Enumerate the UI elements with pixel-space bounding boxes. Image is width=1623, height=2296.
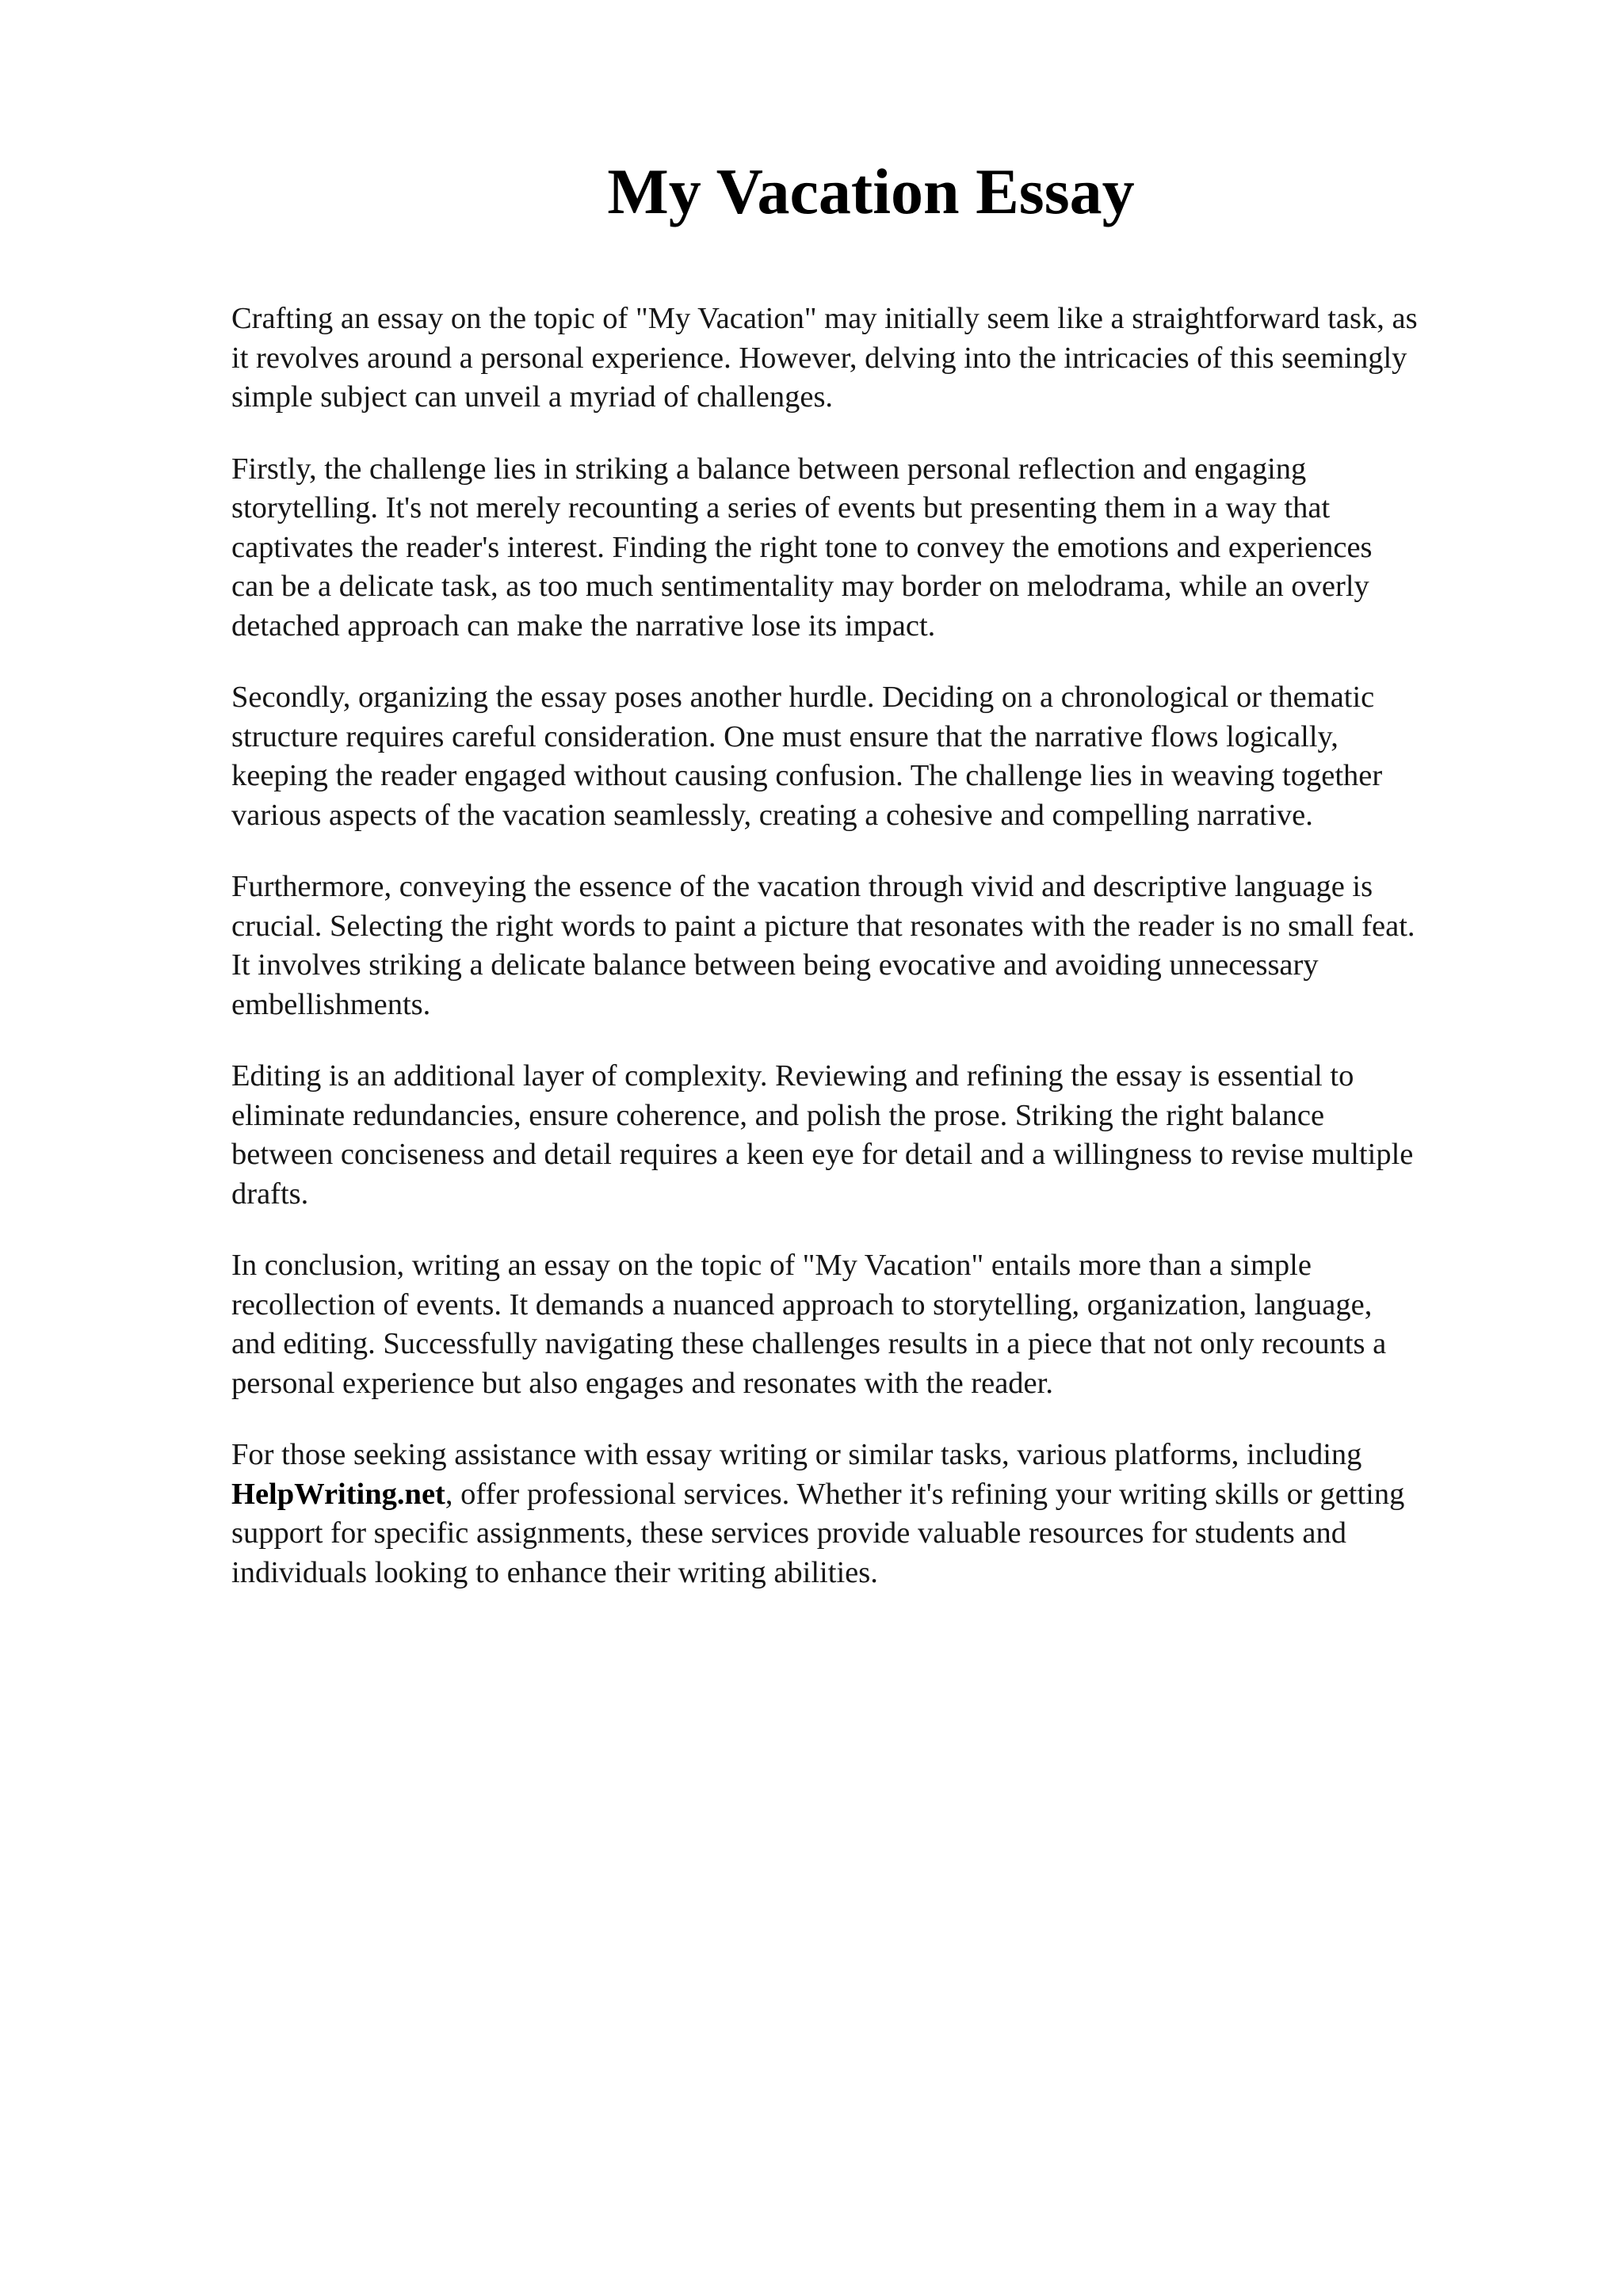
text-line xyxy=(231,1475,1515,1515)
text-line: support for specific assignments, these services provide valuable resources for students and xyxy=(231,1516,1346,1550)
text-line: Editing is an additional layer of complexity. Reviewing and refining the essay is essential to xyxy=(231,1059,1354,1093)
text-line: drafts. xyxy=(231,1177,309,1211)
text-line: Secondly, organizing the essay poses another hurdle. Deciding on a chronological or thematic xyxy=(231,681,1375,714)
paragraph-furthermore xyxy=(231,868,1515,1024)
text-line: captivates the reader's interest. Finding the right tone to convey the emotions and experiences xyxy=(231,530,1373,564)
text-line: eliminate redundancies, ensure coherence, and polish the prose. Striking the right balance xyxy=(231,1098,1325,1132)
text-line: personal experience but also engages and resonates with the reader. xyxy=(231,1366,1053,1400)
text-line: and editing. Successfully navigating these challenges results in a piece that not only recounts a xyxy=(231,1327,1387,1360)
paragraph-firstly xyxy=(231,450,1515,646)
text-line: can be a delicate task, as too much sentimentality may border on melodrama, while an overly xyxy=(231,570,1369,603)
text-line: For those seeking assistance with essay writing or similar tasks, various platforms, including xyxy=(231,1438,1362,1471)
essay-body xyxy=(231,299,1515,1625)
text-line: various aspects of the vacation seamlessly, creating a cohesive and compelling narrative. xyxy=(231,798,1313,832)
text-line: Firstly, the challenge lies in striking a balance between personal reflection and engaging xyxy=(231,452,1307,486)
page-title: My Vacation Essay xyxy=(607,155,1135,227)
text-line: between conciseness and detail requires a keen eye for detail and a willingness to revise multiple xyxy=(231,1138,1414,1171)
text-line: individuals looking to enhance their writing abilities. xyxy=(231,1555,878,1589)
paragraph-conclusion xyxy=(231,1246,1515,1403)
text-line: It involves striking a delicate balance between being evocative and avoiding unnecessary xyxy=(231,948,1319,982)
paragraph-editing xyxy=(231,1057,1515,1214)
text-line: it revolves around a personal experience. However, delving into the intricacies of this seemingly xyxy=(231,341,1407,375)
text-line: Crafting an essay on the topic of "My Vacation" may initially seem like a straightforward task, as xyxy=(231,302,1418,335)
text-line: storytelling. It's not merely recounting a series of events but presenting them in a way that xyxy=(231,491,1331,524)
text-line: structure requires careful consideration. One must ensure that the narrative flows logically, xyxy=(231,719,1338,753)
text-line: recollection of events. It demands a nuanced approach to storytelling, organization, language, xyxy=(231,1287,1373,1322)
paragraph-secondly xyxy=(231,678,1515,835)
text-line: Furthermore, conveying the essence of the vacation through vivid and descriptive language is xyxy=(231,870,1373,903)
text-line: detached approach can make the narrative lose its impact. xyxy=(231,608,936,643)
paragraph-assistance xyxy=(231,1436,1515,1592)
text-line: simple subject can unveil a myriad of challenges. xyxy=(231,380,834,414)
brand-name: HelpWriting.net xyxy=(231,1477,445,1511)
paragraph-intro xyxy=(231,299,1515,418)
text-line: crucial. Selecting the right words to paint a picture that resonates with the reader is no small feat. xyxy=(231,909,1415,943)
text-line: keeping the reader engaged without causing confusion. The challenge lies in weaving together xyxy=(231,759,1383,792)
text-fragment: , offer professional services. Whether it's refining your writing skills or getting xyxy=(445,1477,1405,1511)
text-line: In conclusion, writing an essay on the topic of "My Vacation" entails more than a simple xyxy=(231,1249,1312,1282)
text-line: embellishments. xyxy=(231,987,431,1021)
